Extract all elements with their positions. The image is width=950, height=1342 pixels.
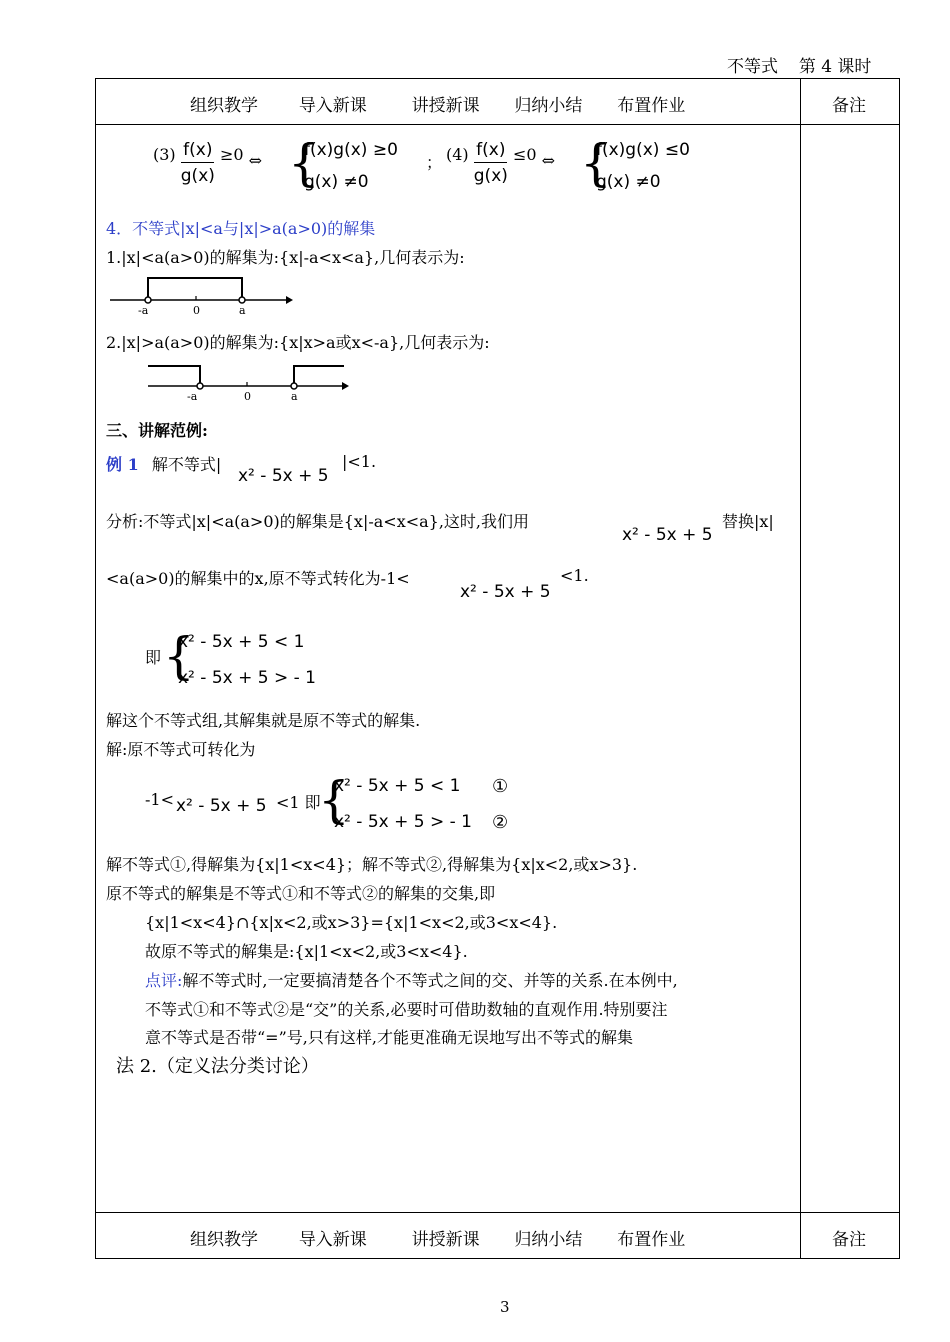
- rule-4: (4) $\frac{f(x)}{g(x)}$ ≤0 ⇔: [446, 140, 556, 186]
- lesson-number: 第 4 课时: [798, 57, 872, 77]
- table-right-border: [899, 78, 900, 1259]
- rule-3: (3) $\frac{f(x)}{g(x)}$ ≥0 ⇔: [153, 140, 263, 186]
- analysis-ji: 即: [145, 648, 162, 667]
- example1-expr: x² - 5x + 5: [238, 466, 329, 486]
- remark-column-divider: [800, 78, 801, 1259]
- step-homework: 布置作业: [617, 96, 686, 116]
- running-header: [727, 52, 871, 77]
- rule-4-case-2: g(x) ≠0: [596, 172, 661, 192]
- solution-line5: 故原不等式的解集是:{x|1<x<2,或3<x<4}.: [145, 942, 468, 961]
- rule-4-case-1: f(x)g(x) ≤0: [596, 140, 690, 160]
- example1-label: 例 1: [106, 455, 139, 474]
- section4-title: 4．不等式|x|<a与|x|>a(a>0)的解集: [106, 219, 376, 238]
- iff-symbol-2: ⇔: [541, 150, 556, 170]
- fraction-f-over-g: $\frac{f(x)}{g(x)}$: [180, 140, 215, 186]
- circled-2: ②: [492, 812, 509, 833]
- circled-1: ①: [492, 776, 509, 797]
- solution-sys2: x² - 5x + 5 > - 1: [334, 812, 472, 832]
- table-top-border: [95, 78, 900, 79]
- analysis-line1: 分析:不等式|x|<a(a>0)的解集是{x|-a<x<a},这时,我们用: [106, 512, 530, 531]
- analysis-line3: 解这个不等式组,其解集就是原不等式的解集.: [106, 711, 421, 730]
- section4-item2: 2.|x|>a(a>0)的解集为:{x|x>a或x<-a},几何表示为:: [106, 333, 490, 352]
- axis1-zero: 0: [193, 304, 200, 317]
- section3-title: 三、讲解范例:: [106, 421, 208, 440]
- page-number: 3: [500, 1298, 510, 1316]
- footer-remark: 备注: [832, 1230, 866, 1250]
- table-header-steps: [190, 91, 685, 116]
- analysis-expr1: x² - 5x + 5: [622, 525, 713, 545]
- example1: 例 1 解不等式|: [106, 455, 222, 474]
- remark-header: 备注: [832, 96, 866, 116]
- table-header-divider: [95, 124, 900, 125]
- footer-step-teach: 讲授新课: [411, 1230, 480, 1250]
- analysis-expr2: x² - 5x + 5: [460, 582, 551, 602]
- axis2-zero: 0: [244, 390, 251, 403]
- axis2-neg-a: -a: [187, 390, 198, 403]
- iff-symbol: ⇔: [248, 150, 263, 170]
- axis1-neg-a: -a: [138, 304, 149, 317]
- brace-rule-3: {: [288, 134, 320, 192]
- table-footer-steps: [190, 1225, 685, 1250]
- rule-3-case-2: g(x) ≠0: [304, 172, 369, 192]
- example1-tail: |<1.: [342, 452, 377, 471]
- separator: ；: [426, 153, 443, 172]
- rule-3-case-1: f(x)g(x) ≥0: [304, 140, 398, 160]
- footer-step-summary: 归纳小结: [514, 1230, 583, 1250]
- comment-line1: 点评:解不等式时,一定要搞清楚各个不等式之间的交、并等的关系.在本例中,: [145, 971, 678, 990]
- analysis-sys1: x² - 5x + 5 < 1: [178, 632, 305, 652]
- step-organize: 组织教学: [190, 96, 258, 116]
- footer-step-intro: 导入新课: [298, 1230, 367, 1250]
- method2-heading: 法 2.（定义法分类讨论）: [116, 1056, 319, 1077]
- table-footer-divider: [95, 1212, 900, 1213]
- number-line-inside: [108, 272, 293, 320]
- solution-expr: x² - 5x + 5: [176, 796, 267, 816]
- comment-line2: 不等式①和不等式②是“交”的关系,必要时可借助数轴的直观作用.特别要注: [145, 1000, 668, 1019]
- step-teach: 讲授新课: [411, 96, 480, 116]
- analysis-line2-tail: <1.: [560, 566, 589, 585]
- footer-step-organize: 组织教学: [190, 1230, 258, 1250]
- analysis-line1-tail: 替换|x|: [722, 512, 774, 531]
- step-intro: 导入新课: [298, 96, 367, 116]
- comment-label: 点评:: [145, 971, 183, 990]
- solution-line2: 解不等式①,得解集为{x|1<x<4}；解不等式②,得解集为{x|x<2,或x>3}.: [106, 855, 638, 874]
- brace-analysis: {: [163, 627, 195, 685]
- solution-mid: <1 即: [276, 793, 321, 812]
- table-left-border: [95, 78, 96, 1259]
- step-summary: 归纳小结: [514, 96, 583, 116]
- axis2-a: a: [291, 390, 298, 403]
- table-bottom-border: [95, 1258, 900, 1259]
- solution-line3: 原不等式的解集是不等式①和不等式②的解集的交集,即: [106, 884, 496, 903]
- fraction-f-over-g-2: $\frac{f(x)}{g(x)}$: [473, 140, 508, 186]
- solution-lead: -1<: [145, 790, 174, 809]
- footer-step-homework: 布置作业: [617, 1230, 686, 1250]
- solution-line1: 解:原不等式可转化为: [106, 740, 256, 759]
- analysis-line2: <a(a>0)的解集中的x,原不等式转化为-1<: [106, 569, 410, 588]
- brace-solution: {: [318, 771, 350, 829]
- section4-item1: 1.|x|<a(a>0)的解集为:{x|-a<x<a},几何表示为:: [106, 248, 465, 267]
- comment-line3: 意不等式是否带“=”号,只有这样,才能更准确无误地写出不等式的解集: [145, 1028, 633, 1047]
- axis1-a: a: [239, 304, 246, 317]
- solution-sys1: x² - 5x + 5 < 1: [334, 776, 461, 796]
- solution-line4: {x|1<x<4}∩{x|x<2,或x>3}={x|1<x<2,或3<x<4}.: [145, 913, 558, 932]
- analysis-sys2: x² - 5x + 5 > - 1: [178, 668, 316, 688]
- course-title: 不等式: [727, 57, 778, 77]
- brace-rule-4: {: [580, 134, 612, 192]
